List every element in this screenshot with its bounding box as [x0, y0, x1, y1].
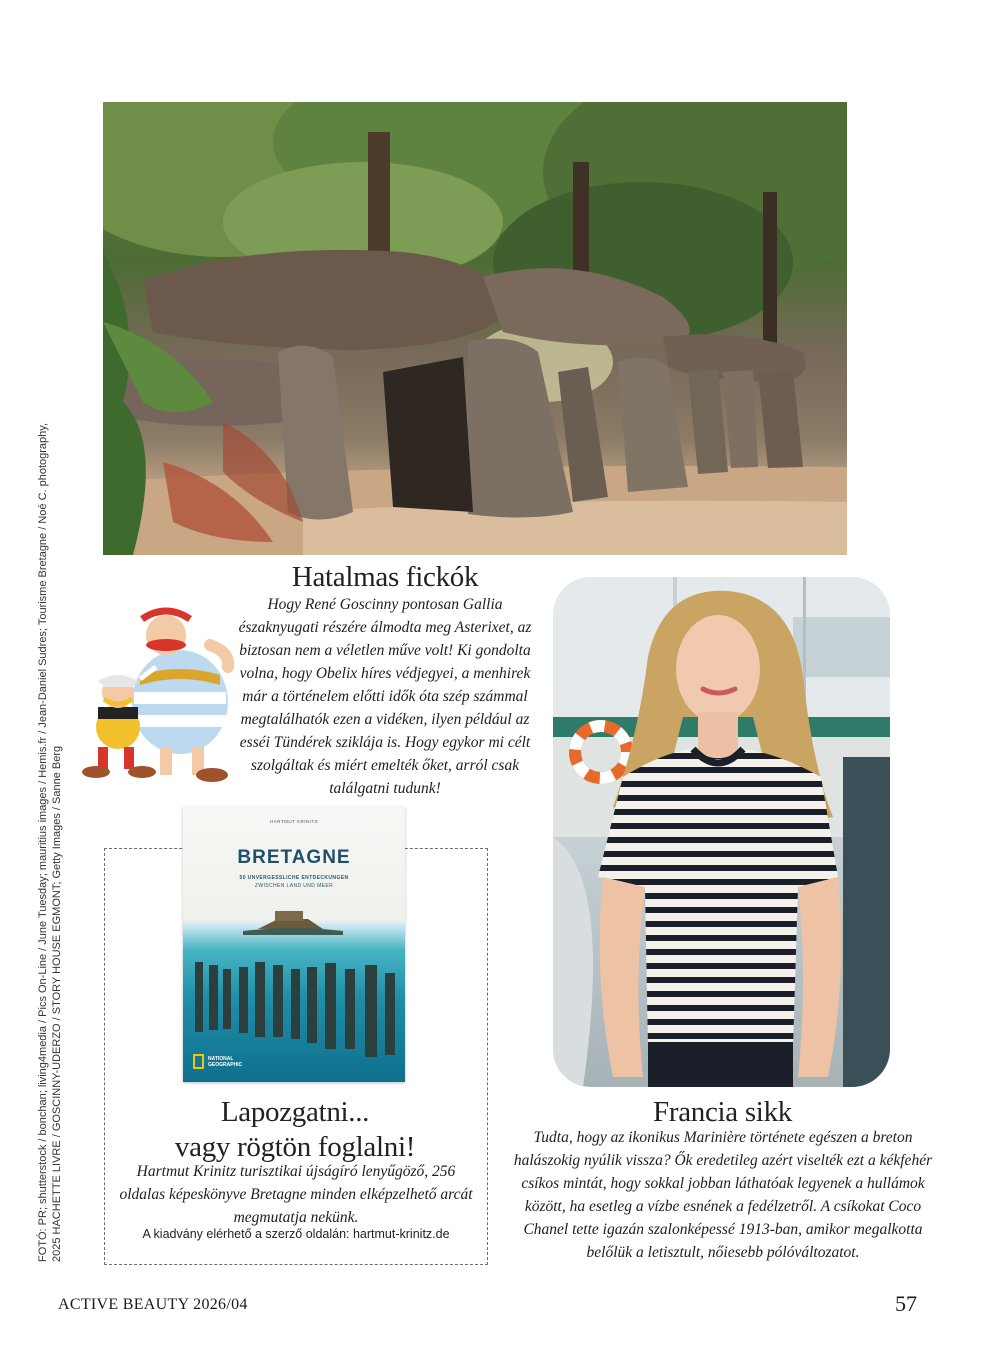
breton-stripe-woman-photo — [553, 577, 890, 1087]
photo-credit-line-2: 2025 HACHETTE LIVRE / GOSCINNY-UDERZO / STORY HOUSE EGMONT; Getty Images / Sanne Berg — [51, 745, 63, 1262]
photo-credit — [36, 342, 64, 1262]
article-title-line-2: vagy rögtön foglalni! — [174, 1131, 416, 1163]
article-title-line-1: Lapozgatni... — [220, 1096, 370, 1128]
photo-credit-line-1: FOTÓ: PR; shutterstock / bonchan; living4media / Pics On-Line / June Tuesday; mauritius images / Hemis.fr / Jean-Daniel Sudres; Tourisme Bretagne / Noé C. photography, — [37, 422, 49, 1262]
article-body-lapozgatni: Hartmut Krinitz turisztikai újságíró lenyűgöző, 256 oldalas képeskönyve Bretagne minden elképzelhető arcát megmutatja nekünk. — [119, 1163, 473, 1226]
dolmen-photo — [103, 102, 847, 555]
article-body-francia-sikk: Tudta, hogy az ikonikus Marinière története egészen a breton halászokig nyúlik vissza? Ők eredetileg azért viselték ezt a kékfehér csíkos mintát, hogy sokkal jobban láthatóak legyenek a hullámok között, ha esetleg a vízbe esnének a fedélzetről. A csíkokat Coco Chanel tette igazán szalonképessé 1913-ban, amikor megalkotta belőlük a letisztult, nőiesebb pólóváltozatot. — [513, 1129, 933, 1261]
article-title-hatalmas: Hatalmas fickók — [291, 561, 479, 593]
national-geographic-logo — [193, 1054, 204, 1069]
article-title-lapozgatni — [130, 1095, 460, 1165]
article-body-hatalmas: Hogy René Goscinny pontosan Gallia északnyugati részére álmodta meg Asterixet, az biztosan nem a véletlen műve volt! Ki gondolta volna, hogy Obelix híres védjegyei, a menhirek már a történelem előtti idők óta szép számmal megtalálhatók ezen a vidéken, ilyen például az esséi Tündérek sziklája is. Hogy egykor mi célt szolgáltak és miért emelték őket, arról csak találgatni tudunk! — [238, 596, 532, 797]
book-cover-bretagne — [183, 807, 405, 1082]
book-author: HARTMUT KRINITZ — [269, 819, 319, 824]
book-publisher-line-1: NATIONAL — [208, 1056, 234, 1062]
article-title-francia-sikk: Francia sikk — [653, 1096, 792, 1128]
page-number: 57 — [895, 1291, 917, 1316]
fashion-illustration — [553, 577, 890, 1087]
footer-magazine-issue: ACTIVE BEAUTY 2026/04 — [58, 1296, 248, 1313]
book-publisher — [208, 1056, 268, 1068]
book-subtitle-2: ZWISCHEN LAND UND MEER — [254, 883, 334, 889]
book-title: BRETAGNE — [237, 847, 351, 868]
book-publisher-line-2: GEOGRAPHIC — [208, 1062, 243, 1068]
dolmen-illustration — [103, 102, 847, 555]
book-availability-note: A kiadvány elérhető a szerző oldalán: hartmut-krinitz.de — [142, 1227, 450, 1241]
asterix-obelix-cartoon — [70, 597, 245, 787]
book-subtitle-1: 50 UNVERGESSLICHE ENTDECKUNGEN — [239, 875, 349, 881]
